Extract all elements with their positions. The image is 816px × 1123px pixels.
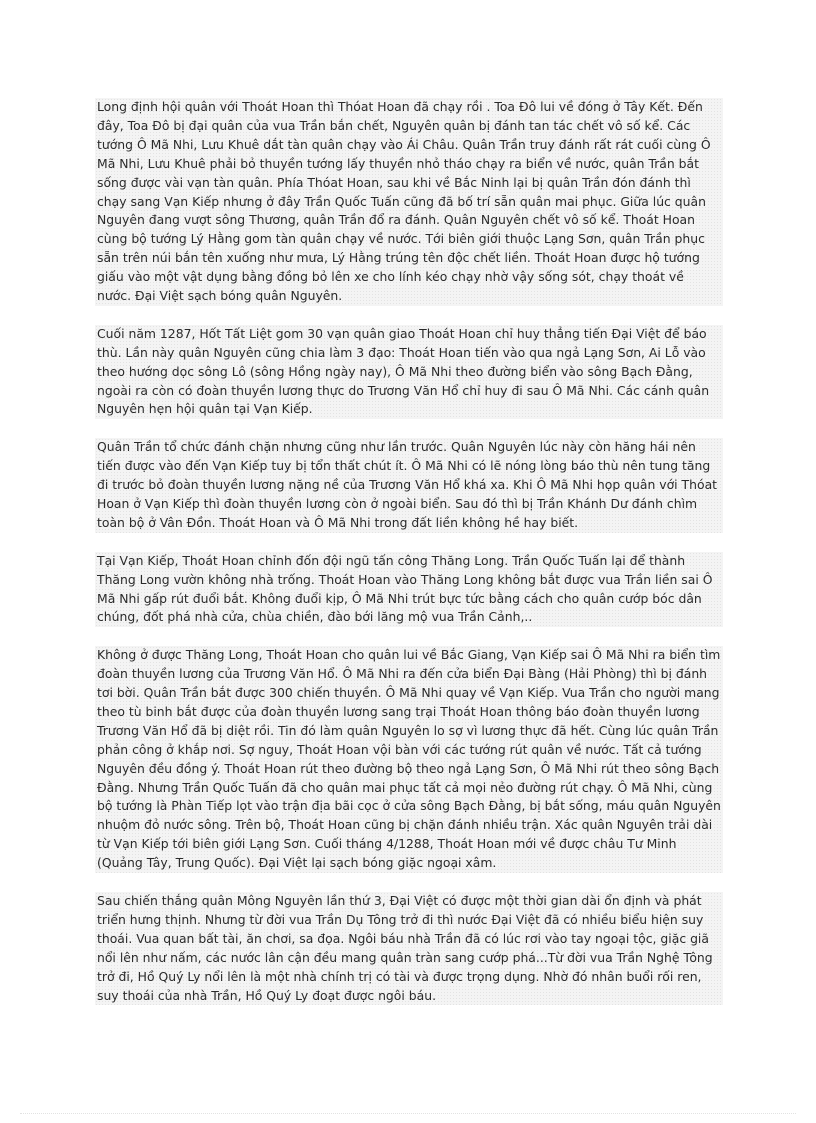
page-bottom-divider [20, 1113, 796, 1114]
paragraph-2: Cuối năm 1287, Hốt Tất Liệt gom 30 vạn quân giao Thoát Hoan chỉ huy thẳng tiến Đại Việt để báo thù. Lần này quân Nguyên cũng chia làm 3 đạo: Thoát Hoan tiến vào qua ngả Lạng Sơn, Ai Lỗ vào theo hướng dọc sông Lô (sông Hồng ngày nay), Ô Mã Nhi theo đường biển vào sông Bạch Đằng, ngoài ra còn có đoàn thuyền lương thực do Trương Văn Hổ chỉ huy đi sau Ô Mã Nhi. Các cánh quân Nguyên hẹn hội quân tại Vạn Kiếp. [95, 325, 723, 420]
paragraph-5: Không ở được Thăng Long, Thoát Hoan cho quân lui về Bắc Giang, Vạn Kiếp sai Ô Mã Nhi ra biển tìm đoàn thuyền lương của Trương Văn Hổ. Ô Mã Nhi ra đến cửa biển Đại Bàng (Hải Phòng) thì bị đánh tơi bời. Quân Trần bắt được 300 chiến thuyền. Ô Mã Nhi quay về Vạn Kiếp. Vua Trần cho người mang theo tù binh bắt được của đoàn thuyền lương sang trại Thoát Hoan thông báo đoàn thuyền lương Trương Văn Hổ đã bị diệt rồi. Tin đó làm quân Nguyên lo sợ vì lương thực đã hết. Cùng lúc quân Trần phản công ở khắp nơi. Sợ nguy, Thoát Hoan vội bàn với các tướng rút quân về nước. Tất cả tướng Nguyên đều đồng ý. Thoát Hoan rút theo đường bộ theo ngả Lạng Sơn, Ô Mã Nhi rút theo sông Bạch Đằng. Nhưng Trần Quốc Tuấn đã cho quân mai phục tất cả mọi nẻo đường rút chạy. Ô Mã Nhi, cùng bộ tướng là Phàn Tiếp lọt vào trận địa bãi cọc ở cửa sông Bạch Đằng, bị bắt sống, máu quân Nguyên nhuộm đỏ nước sông. Trên bộ, Thoát Hoan cũng bị chặn đánh nhiều trận. Xác quân Nguyên trải dài từ Vạn Kiếp tới biên giới Lạng Sơn. Cuối tháng 4/1288, Thoát Hoan mới về được châu Tư Minh (Quảng Tây, Trung Quốc). Đại Việt lại sạch bóng giặc ngoại xâm. [95, 646, 723, 873]
paragraph-4: Tại Vạn Kiếp, Thoát Hoan chỉnh đốn đội ngũ tấn công Thăng Long. Trần Quốc Tuấn lại để thành Thăng Long vườn không nhà trống. Thoát Hoan vào Thăng Long không bắt được vua Trần liền sai Ô Mã Nhi gấp rút đuổi bắt. Không đuổi kịp, Ô Mã Nhi trút bực tức bằng cách cho quân cướp bóc dân chúng, đốt phá nhà cửa, chùa chiền, đào bới lăng mộ vua Trần Cảnh,.. [95, 552, 723, 628]
paragraph-1: Long định hội quân với Thoát Hoan thì Thóat Hoan đã chạy rồi . Toa Đô lui về đóng ở Tây Kết. Đến đây, Toa Đô bị đại quân của vua Trần bắn chết, Nguyên quân bị đánh tan tác chết vô số kể. Các tướng Ô Mã Nhi, Lưu Khuê dắt tàn quân chạy vào Ái Châu. Quân Trần truy đánh rất rát cuối cùng Ô Mã Nhi, Lưu Khuê phải bỏ thuyền tướng lấy thuyền nhỏ tháo chạy ra biển về nước, quân Trần bắt sống được vài vạn tàn quân. Phía Thóat Hoan, sau khi về Bắc Ninh lại bị quân Trần đón đánh thì chạy sang Vạn Kiếp nhưng ở đây Trần Quốc Tuấn cũng đã bố trí sẵn quân mai phục. Giữa lúc quân Nguyên đang vượt sông Thương, quân Trần đổ ra đánh. Quân Nguyên chết vô số kể. Thoát Hoan cùng bộ tướng Lý Hằng gom tàn quân chạy về nước. Tới biên giới thuộc Lạng Sơn, quân Trần phục sẵn trên núi bắn tên xuống như mưa, Lý Hằng trúng tên độc chết liền. Thoát Hoan được hộ tướng giấu vào một vật dụng bằng đồng bỏ lên xe cho lính kéo chạy nhờ vậy sống sót, chạy thoát về nước. Đại Việt sạch bóng quân Nguyên. [95, 98, 723, 306]
paragraph-6: Sau chiến thắng quân Mông Nguyên lần thứ 3, Đại Việt có được một thời gian dài ổn định và phát triển hưng thịnh. Nhưng từ đời vua Trần Dụ Tông trở đi thì nước Đại Việt đã có nhiều biểu hiện suy thoái. Vua quan bất tài, ăn chơi, sa đọa. Ngôi báu nhà Trần đã có lúc rơi vào tay ngoại tộc, giặc giã nổi lên như nấm, các nước lân cận đều mang quân tràn sang cướp phá...Từ đời vua Trần Nghệ Tông trở đi, Hồ Quý Ly nổi lên là một nhà chính trị có tài và được trọng dụng. Nhờ đó nhân buổi rối ren, suy thoái của nhà Trần, Hồ Quý Ly đoạt được ngôi báu. [95, 892, 723, 1005]
paragraph-3: Quân Trần tổ chức đánh chặn nhưng cũng như lần trước. Quân Nguyên lúc này còn hăng hái nên tiến được vào đến Vạn Kiếp tuy bị tổn thất chút ít. Ô Mã Nhi có lẽ nóng lòng báo thù nên tung tăng đi trước bỏ đoàn thuyền lương nặng nề của Trương Văn Hổ khá xa. Khi Ô Mã Nhi họp quân với Thóat Hoan ở Vạn Kiếp thì đoàn thuyền lương còn ở ngoài biển. Sau đó thì bị Trần Khánh Dư đánh chìm toàn bộ ở Vân Đồn. Thoát Hoan và Ô Mã Nhi trong đất liền không hề hay biết. [95, 438, 723, 533]
document-body [95, 98, 723, 1005]
